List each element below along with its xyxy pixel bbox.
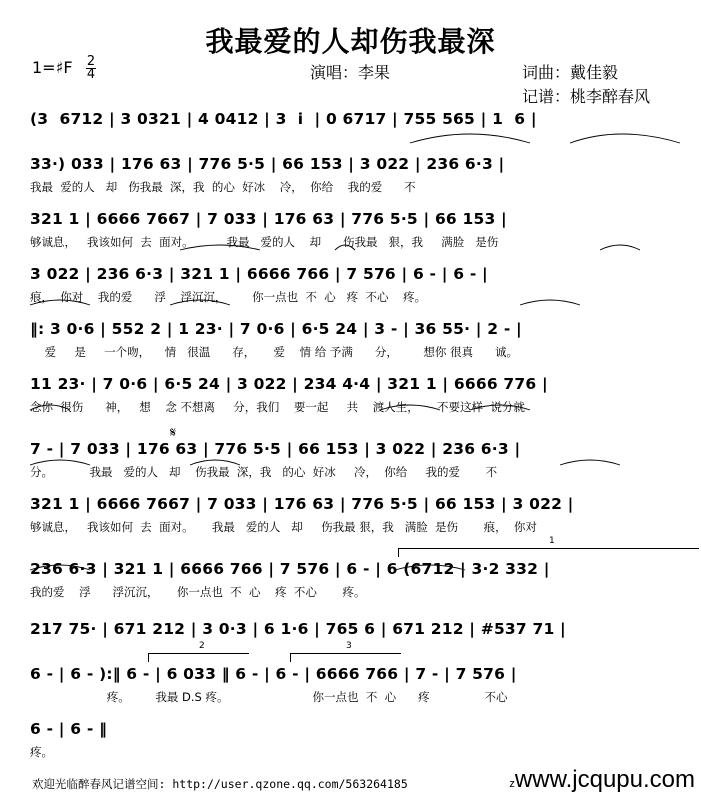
notation-row: ‖: 3 0·6 | 552 2 | 1 23· | 7 0·6 | 6·5 24 | 3 - | 36 55· | 2 - |: [30, 320, 522, 338]
time-signature-top: 2: [86, 54, 96, 69]
lyric-row: 爱 是 一个吻， 情 很温 存， 爱 情 给 予满 分， 想你 很真 诚。: [30, 345, 519, 359]
composer-credit: 词曲：戴佳毅: [522, 63, 619, 82]
footer-note: 欢迎光临醉春风记谱空间: http://user.qzone.qq.com/563264185: [32, 777, 408, 791]
notation-row: 33·) 033 | 176 63 | 776 5·5 | 66 153 | 3 022 | 236 6·3 |: [30, 155, 505, 173]
singer-credit: 演唱：李果: [310, 63, 391, 82]
volta-label-1: 1: [549, 536, 555, 546]
song-title: 我最爱的人却伤我最深: [205, 25, 496, 58]
lyric-row: 念你 很伤 神， 想 念 不想离 分，我们 要一起 共 渡人生， 不要这样 说分就: [30, 400, 525, 414]
segno-sign: 𝄋: [170, 425, 177, 441]
notation-row: 11 23· | 7 0·6 | 6·5 24 | 3 022 | 234 4·4 | 321 1 | 6666 776 |: [30, 375, 548, 393]
volta-label-3: 3: [346, 641, 352, 651]
volta-label-2: 2: [199, 641, 205, 651]
notation-row: 236 6·3 | 321 1 | 6666 766 | 7 576 | 6 - | 6 (6712 | 3·2 332 |: [30, 560, 550, 578]
notation-row: 217 75· | 671 212 | 3 0·3 | 6 1·6 | 765 6 | 671 212 | #537 71 |: [30, 620, 566, 638]
notation-row: 7 - | 7 033 | 176 63 | 776 5·5 | 66 153 | 3 022 | 236 6·3 |: [30, 440, 521, 458]
notation-row: 321 1 | 6666 7667 | 7 033 | 176 63 | 776 5·5 | 66 153 |: [30, 210, 507, 228]
lyric-row: 痕， 你对 我的爱 浮 浮沉沉， 你一点也 不 心 疼 不心 疼。: [30, 290, 427, 304]
key-signature: 1=♯F: [32, 58, 73, 77]
transcriber-credit: 记谱：桃李醉春风: [522, 87, 651, 106]
notation-row: 321 1 | 6666 7667 | 7 033 | 176 63 | 776 5·5 | 66 153 | 3 022 |: [30, 495, 574, 513]
notation-row: 3 022 | 236 6·3 | 321 1 | 6666 766 | 7 576 | 6 - | 6 - |: [30, 265, 488, 283]
lyric-row: 疼。: [30, 745, 53, 759]
watermark-prefix: z: [509, 778, 515, 790]
notation-row: (3 6712 | 3 0321 | 4 0412 | 3 i | 0 6717 | 755 565 | 1 6 |: [30, 110, 537, 128]
lyric-row: 我的爱 浮 浮沉沉， 你一点也 不 心 疼 不心 疼。: [30, 585, 366, 599]
watermark-site: www.jcqupu.com: [514, 766, 695, 793]
lyric-row: 够诚息， 我该如何 去 面对。 我最 爱的人 却 伤我最 狠，我 满脸 是伤: [30, 235, 499, 249]
site-watermark: [509, 766, 695, 794]
lyric-row: 够诚息， 我该如何 去 面对。 我最 爱的人 却 伤我最 狠，我 满脸 是伤 痕， 你对: [30, 520, 537, 534]
notation-row: 6 - | 6 - ‖: [30, 720, 108, 738]
time-signature-bottom: 4: [86, 67, 96, 82]
lyric-row: 我最 爱的人 却 伤我最 深，我 的心 好冰 冷， 你给 我的爱 不: [30, 180, 416, 194]
notation-row: 6 - | 6 - ):‖ 6 - | 6 033 ‖ 6 - | 6 - | 6666 766 | 7 - | 7 576 |: [30, 665, 517, 683]
lyric-row: 疼。 我最 D.S 疼。 你一点也 不 心 疼 不心: [30, 690, 508, 704]
lyric-row: 分。 我最 爱的人 却 伤我最 深，我 的心 好冰 冷， 你给 我的爱 不: [30, 465, 498, 479]
